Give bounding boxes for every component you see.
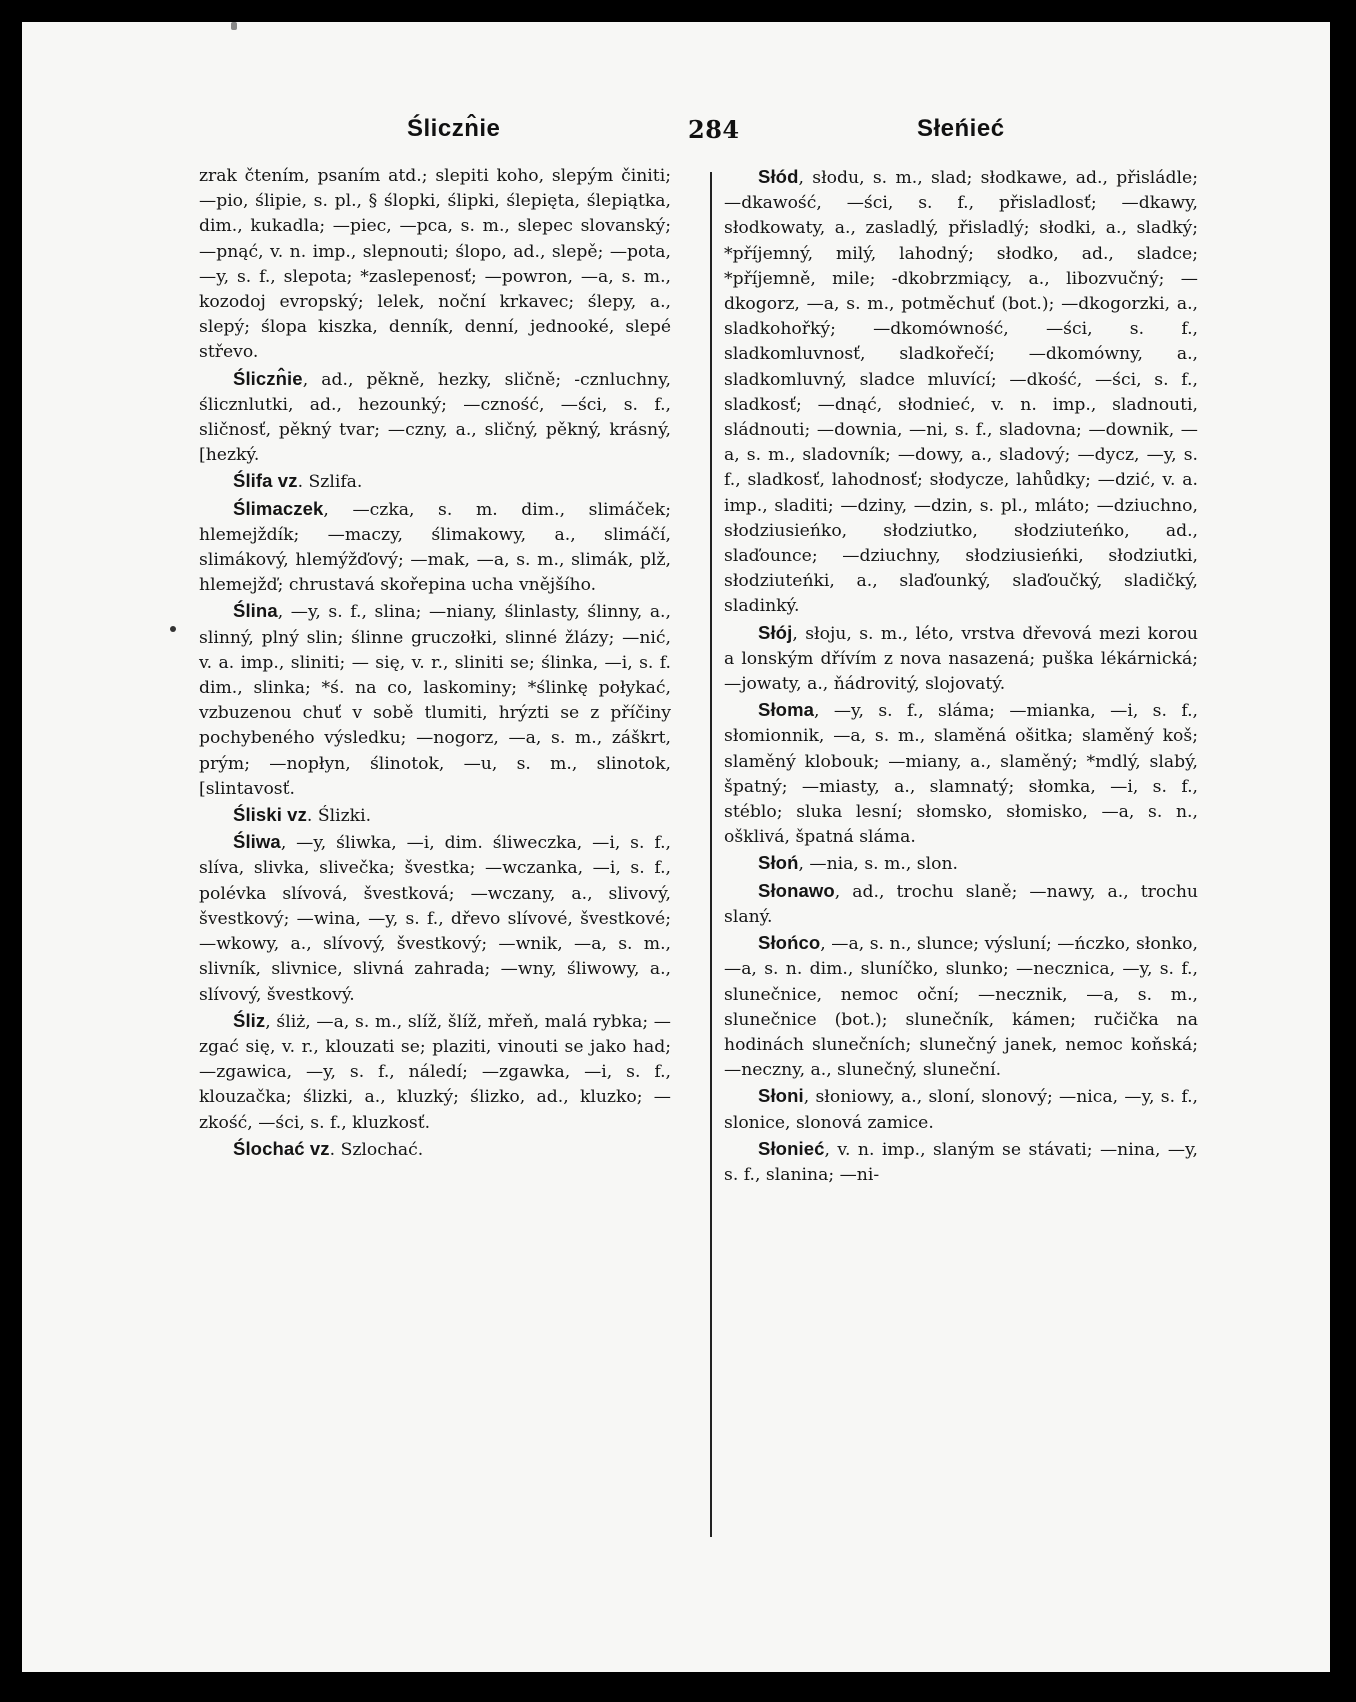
- dictionary-entry: Słonieć, v. n. imp., slaným se stávati; —nina, —y, s. f., slanina; —ni-: [724, 1137, 1198, 1185]
- dictionary-entry: Słód, słodu, s. m., slad; słodkawe, ad., přisládle; —dkawość, —ści, s. f., přisladlosť; —dkawy, słodkowaty, a., zasladlý, přisladlý; słodki, a., sladký; *příjemný, milý, lahodný; słodko, ad., sladce; *příjemně, mile; -dkobrzmiący, a., libozvučný; —dkogorz, —a, s. m., potměchuť (bot.); —dkogorzki, a., sladkohořký; —dkomówność, —ści, s. f., sladkomluvnosť, sladkořečí; —dkomówny, a., sladkomluvný, sladce mluvící; —dkość, —ści, s. f., sladkosť; —dnąć, słodnieć, v. n. imp., sladnouti, sládnouti; —downia, —ni, s. f., sladovna; —downik, —a, s. m., sladovník; —dowy, a., sladový; —dycz, —y, s. f., sladkosť, lahodnosť; słodycze, lahůdky; —dzić, v. a. imp., sladiti; —dziny, —dzin, s. pl., mláto; —dziuchno, słodziusieńko, słodziutko, słodziuteńko, ad., slaďounce; —dziuchny, słodziusieńki, słodziutki, słodziuteńki, a., slaďounký, slaďoučký, sladičký, sladinký.: [724, 166, 1198, 617]
- dictionary-entry: zrak čtením, psaním atd.; slepiti koho, slepým činiti; —pio, ślipie, s. pl., § ślopki, ślipki, ślepięta, ślepiątka, dim., kukadla; —piec, —pca, s. m., slepec slovanský; —pnąć, v. n. imp., slepnouti; ślopo, ad., slepě; —pota, —y, s. f., slepota; *zaslepenosť; —powron, —a, s. m., kozodoj evropský; lelek, noční krkavec; ślepy, a., slepý; ślopa kiszka, denník, denní, jednooké, slepé střevo.: [199, 166, 671, 363]
- dictionary-entry: Słój, słoju, s. m., léto, vrstva dřevová mezi korou a lonským dřívím z nova nasazená; puška lékárnická; —jowaty, a., ňádrovitý, slojovatý.: [724, 621, 1198, 695]
- header-left-catchword: Śliczn̂ie: [407, 115, 501, 142]
- column-divider: [710, 172, 712, 1537]
- dictionary-entry: Śliz, śliż, —a, s. m., slíž, šlíž, mřeň, malá rybka; —zgać się, v. r., klouzati se; plaziti, vinouti se jako had; —zgawica, —y, s. f., náledí; —zgawka, —i, s. f., klouzačka; ślizki, a., kluzký; ślizko, ad., kluzko; —zkość, —ści, s. f., kluzkosť.: [199, 1009, 671, 1133]
- dictionary-entry: Słoń, —nia, s. m., slon.: [758, 852, 958, 875]
- dictionary-page: [22, 22, 1330, 1672]
- page-number: 284: [688, 115, 740, 144]
- dictionary-entry: Słońco, —a, s. n., slunce; výsluní; —ńczko, słonko, —a, s. n. dim., sluníčko, slunko; —necznica, —y, s. f., slunečnice, nemoc oční; —necznik, —a, s. m., slunečnice (bot.); slunečník, kámen; ručička na hodinách slunečních; slunečný janek, nemoc koňská; —neczny, a., slunečný, sluneční.: [724, 932, 1198, 1081]
- scan-mark: [231, 22, 237, 30]
- dictionary-entry: Ślina, —y, s. f., slina; —niany, ślinlasty, ślinny, a., slinný, plný slin; ślinne gruczołki, slinné žlázy; —nić, v. a. imp., sliniti; — się, v. r., sliniti se; ślinka, —i, s. f. dim., slinka; *ś. na co, laskominy; *ślinkę połykać, vzbuzenou chuť v sobě tlumiti, hrýzti se z příčiny pochybeného výsledku; —nogorz, —a, s. m., záškrt, prým; —nopłyn, ślinotok, —u, s. m., slinotok, [slintavosť.: [199, 600, 671, 799]
- page-header: [22, 115, 1330, 151]
- dictionary-entry: Słonawo, ad., trochu slaně; —nawy, a., trochu slaný.: [724, 879, 1198, 927]
- header-right-catchword: Słeńieć: [917, 115, 1005, 142]
- dictionary-entry: Śliczn̂ie, ad., pěkně, hezky, sličně; -cznluchny, ślicznlutki, ad., hezounký; —czność, —ści, s. f., sličnosť, pěkný tvar; —czny, a., sličný, pěkný, krásný, [hezký.: [199, 367, 671, 466]
- left-column: [199, 164, 671, 1163]
- dictionary-entry: Śliwa, —y, śliwka, —i, dim. śliweczka, —i, s. f., slíva, slivka, slivečka; švestka; —wczanka, —i, s. f., polévka slívová, švestková; —wczany, a., slivový, švestkový; —wina, —y, s. f., dřevo slívové, švestkové; —wkowy, a., slívový, švestkový; —wnik, —a, s. m., slivník, slivnice, slivná zahrada; —wny, śliwowy, a., slívový, švestkový.: [199, 831, 671, 1005]
- dictionary-entry: Słoma, —y, s. f., sláma; —mianka, —i, s. f., słomionnik, —a, s. m., slaměná ošitka; slaměný koš; slaměný klobouk; —miany, a., slaměný; *mdlý, slabý, špatný; —miasty, a., slamnatý; słomka, —i, s. f., stéblo; sluka lesní; słomsko, słomisko, —a, s. n., ošklivá, špatná sláma.: [724, 699, 1198, 848]
- dictionary-entry: Ślimaczek, —czka, s. m. dim., slimáček; hlemejždík; —maczy, ślimakowy, a., slimáčí, slimákový, hlemýžďový; —mak, —a, s. m., slimák, plž, hlemejžď; chrustavá skořepina ucha vnějšího.: [199, 497, 671, 596]
- dictionary-entry: Śliski vz. Ślizki.: [233, 804, 372, 827]
- dictionary-entry: Ślochać vz. Szlochać.: [233, 1137, 424, 1160]
- dictionary-entry: Ślifa vz. Szlifa.: [233, 470, 363, 493]
- margin-bullet: [170, 626, 176, 632]
- dictionary-entry: Słoni, słoniowy, a., sloní, slonový; —nica, —y, s. f., slonice, slonová zamice.: [724, 1085, 1198, 1133]
- right-column: [724, 164, 1198, 1188]
